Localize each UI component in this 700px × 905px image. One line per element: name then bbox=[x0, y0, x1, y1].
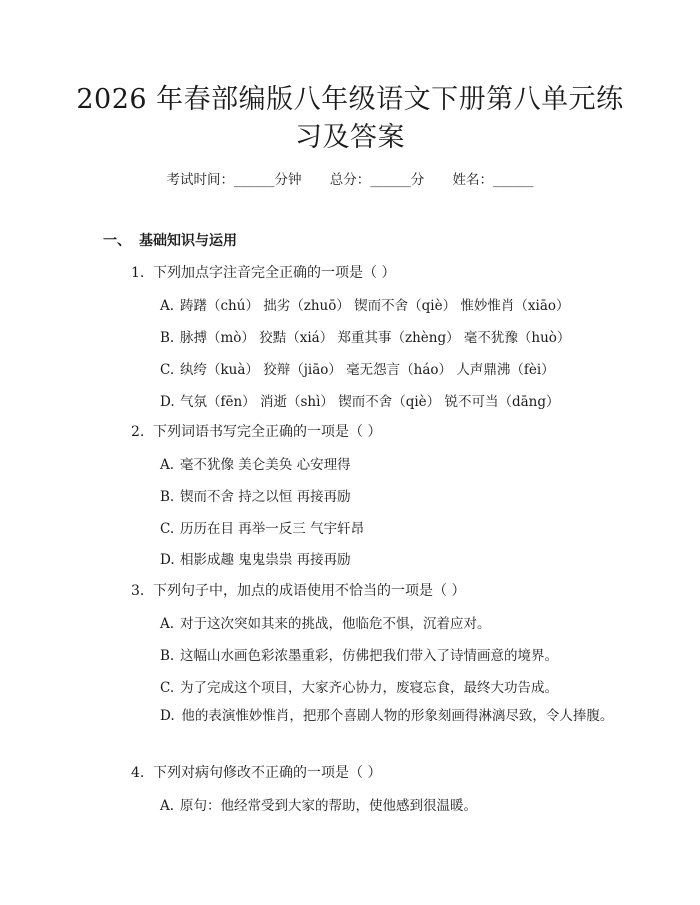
question-1-option-b bbox=[160, 326, 570, 346]
question-3-option-c bbox=[160, 676, 558, 696]
option-text: 为了完成这个项目，大家齐心协力，废寝忘食，最终大功告成。 bbox=[180, 680, 558, 696]
question-2-option-c bbox=[160, 517, 364, 537]
question-1 bbox=[131, 262, 395, 282]
option-label: A. bbox=[160, 798, 175, 814]
exam-time-field: 考试时间：______分钟 bbox=[166, 172, 302, 188]
question-2-option-d bbox=[160, 548, 351, 568]
question-1-option-c bbox=[160, 358, 555, 378]
option-text: 纨绔（kuà） 狡辩（jiāo） 毫无怨言（háo） 人声鼎沸（fèi） bbox=[180, 362, 555, 378]
option-text: 对于这次突如其来的挑战，他临危不惧，沉着应对。 bbox=[180, 616, 491, 632]
document-title-line-1: 2026 年春部编版八年级语文下册第八单元练 bbox=[76, 84, 624, 115]
question-text: 下列对病句修改不正确的一项是（ ） bbox=[153, 765, 382, 781]
total-score-field: 总分：______分 bbox=[329, 172, 425, 188]
question-number: 4. bbox=[131, 765, 145, 781]
question-1-option-a bbox=[160, 294, 570, 314]
question-3 bbox=[131, 580, 465, 600]
option-label: B. bbox=[160, 330, 175, 346]
question-text: 下列词语书写完全正确的一项是（ ） bbox=[153, 424, 382, 440]
option-text: 毫不犹像 美仑美奂 心安理得 bbox=[180, 457, 351, 473]
question-2-option-b bbox=[160, 485, 351, 505]
question-3-option-b bbox=[160, 644, 558, 664]
question-4-option-a bbox=[160, 794, 477, 814]
exam-meta bbox=[0, 168, 700, 188]
section-label: 基础知识与运用 bbox=[139, 233, 237, 249]
question-2-option-a bbox=[160, 453, 351, 473]
question-3-option-a bbox=[160, 612, 491, 632]
option-label: D. bbox=[160, 394, 175, 410]
option-label: A. bbox=[160, 457, 175, 473]
section-number: 一、 bbox=[103, 233, 131, 249]
option-text: 气氛（fēn） 消逝（shì） 锲而不舍（qiè） 锐不可当（dāng） bbox=[180, 394, 560, 410]
option-label: C. bbox=[160, 680, 175, 696]
question-text: 下列加点字注音完全正确的一项是（ ） bbox=[153, 265, 396, 281]
student-name-field: 姓名：______ bbox=[452, 172, 534, 188]
option-text: 他的表演惟妙惟肖，把那个喜剧人物的形象刻画得淋漓尽致，令人捧腹。 bbox=[181, 708, 614, 724]
option-label: D. bbox=[160, 552, 175, 568]
document-title-line-2: 习及答案 bbox=[295, 122, 405, 153]
question-3-option-d bbox=[103, 701, 677, 732]
question-4 bbox=[131, 762, 381, 782]
option-text: 脉搏（mò） 狡黠（xiá） 郑重其事（zhèng） 毫不犹豫（huò） bbox=[180, 330, 571, 346]
question-2 bbox=[131, 421, 381, 441]
option-label: D. bbox=[160, 708, 175, 724]
option-label: C. bbox=[160, 521, 175, 537]
question-number: 2. bbox=[131, 424, 145, 440]
option-label: B. bbox=[160, 648, 175, 664]
option-label: A. bbox=[160, 616, 175, 632]
option-text: 踌躇（chú） 拙劣（zhuō） 锲而不舍（qiè） 惟妙惟肖（xiāo） bbox=[180, 298, 570, 314]
option-text: 相影成趣 鬼鬼祟祟 再接再励 bbox=[180, 552, 351, 568]
option-label: A. bbox=[160, 298, 175, 314]
question-1-option-d bbox=[160, 390, 559, 410]
option-label: C. bbox=[160, 362, 175, 378]
option-label: B. bbox=[160, 489, 175, 505]
question-number: 3. bbox=[131, 583, 145, 599]
section-heading bbox=[103, 230, 237, 250]
question-number: 1. bbox=[131, 265, 145, 281]
option-text: 这幅山水画色彩浓墨重彩，仿佛把我们带入了诗情画意的境界。 bbox=[180, 648, 558, 664]
option-text: 历历在目 再举一反三 气宇轩昂 bbox=[180, 521, 365, 537]
question-text: 下列句子中，加点的成语使用不恰当的一项是（ ） bbox=[153, 583, 466, 599]
option-text: 锲而不舍 持之以恒 再接再励 bbox=[180, 489, 351, 505]
option-text: 原句：他经常受到大家的帮助，使他感到很温暖。 bbox=[180, 798, 477, 814]
